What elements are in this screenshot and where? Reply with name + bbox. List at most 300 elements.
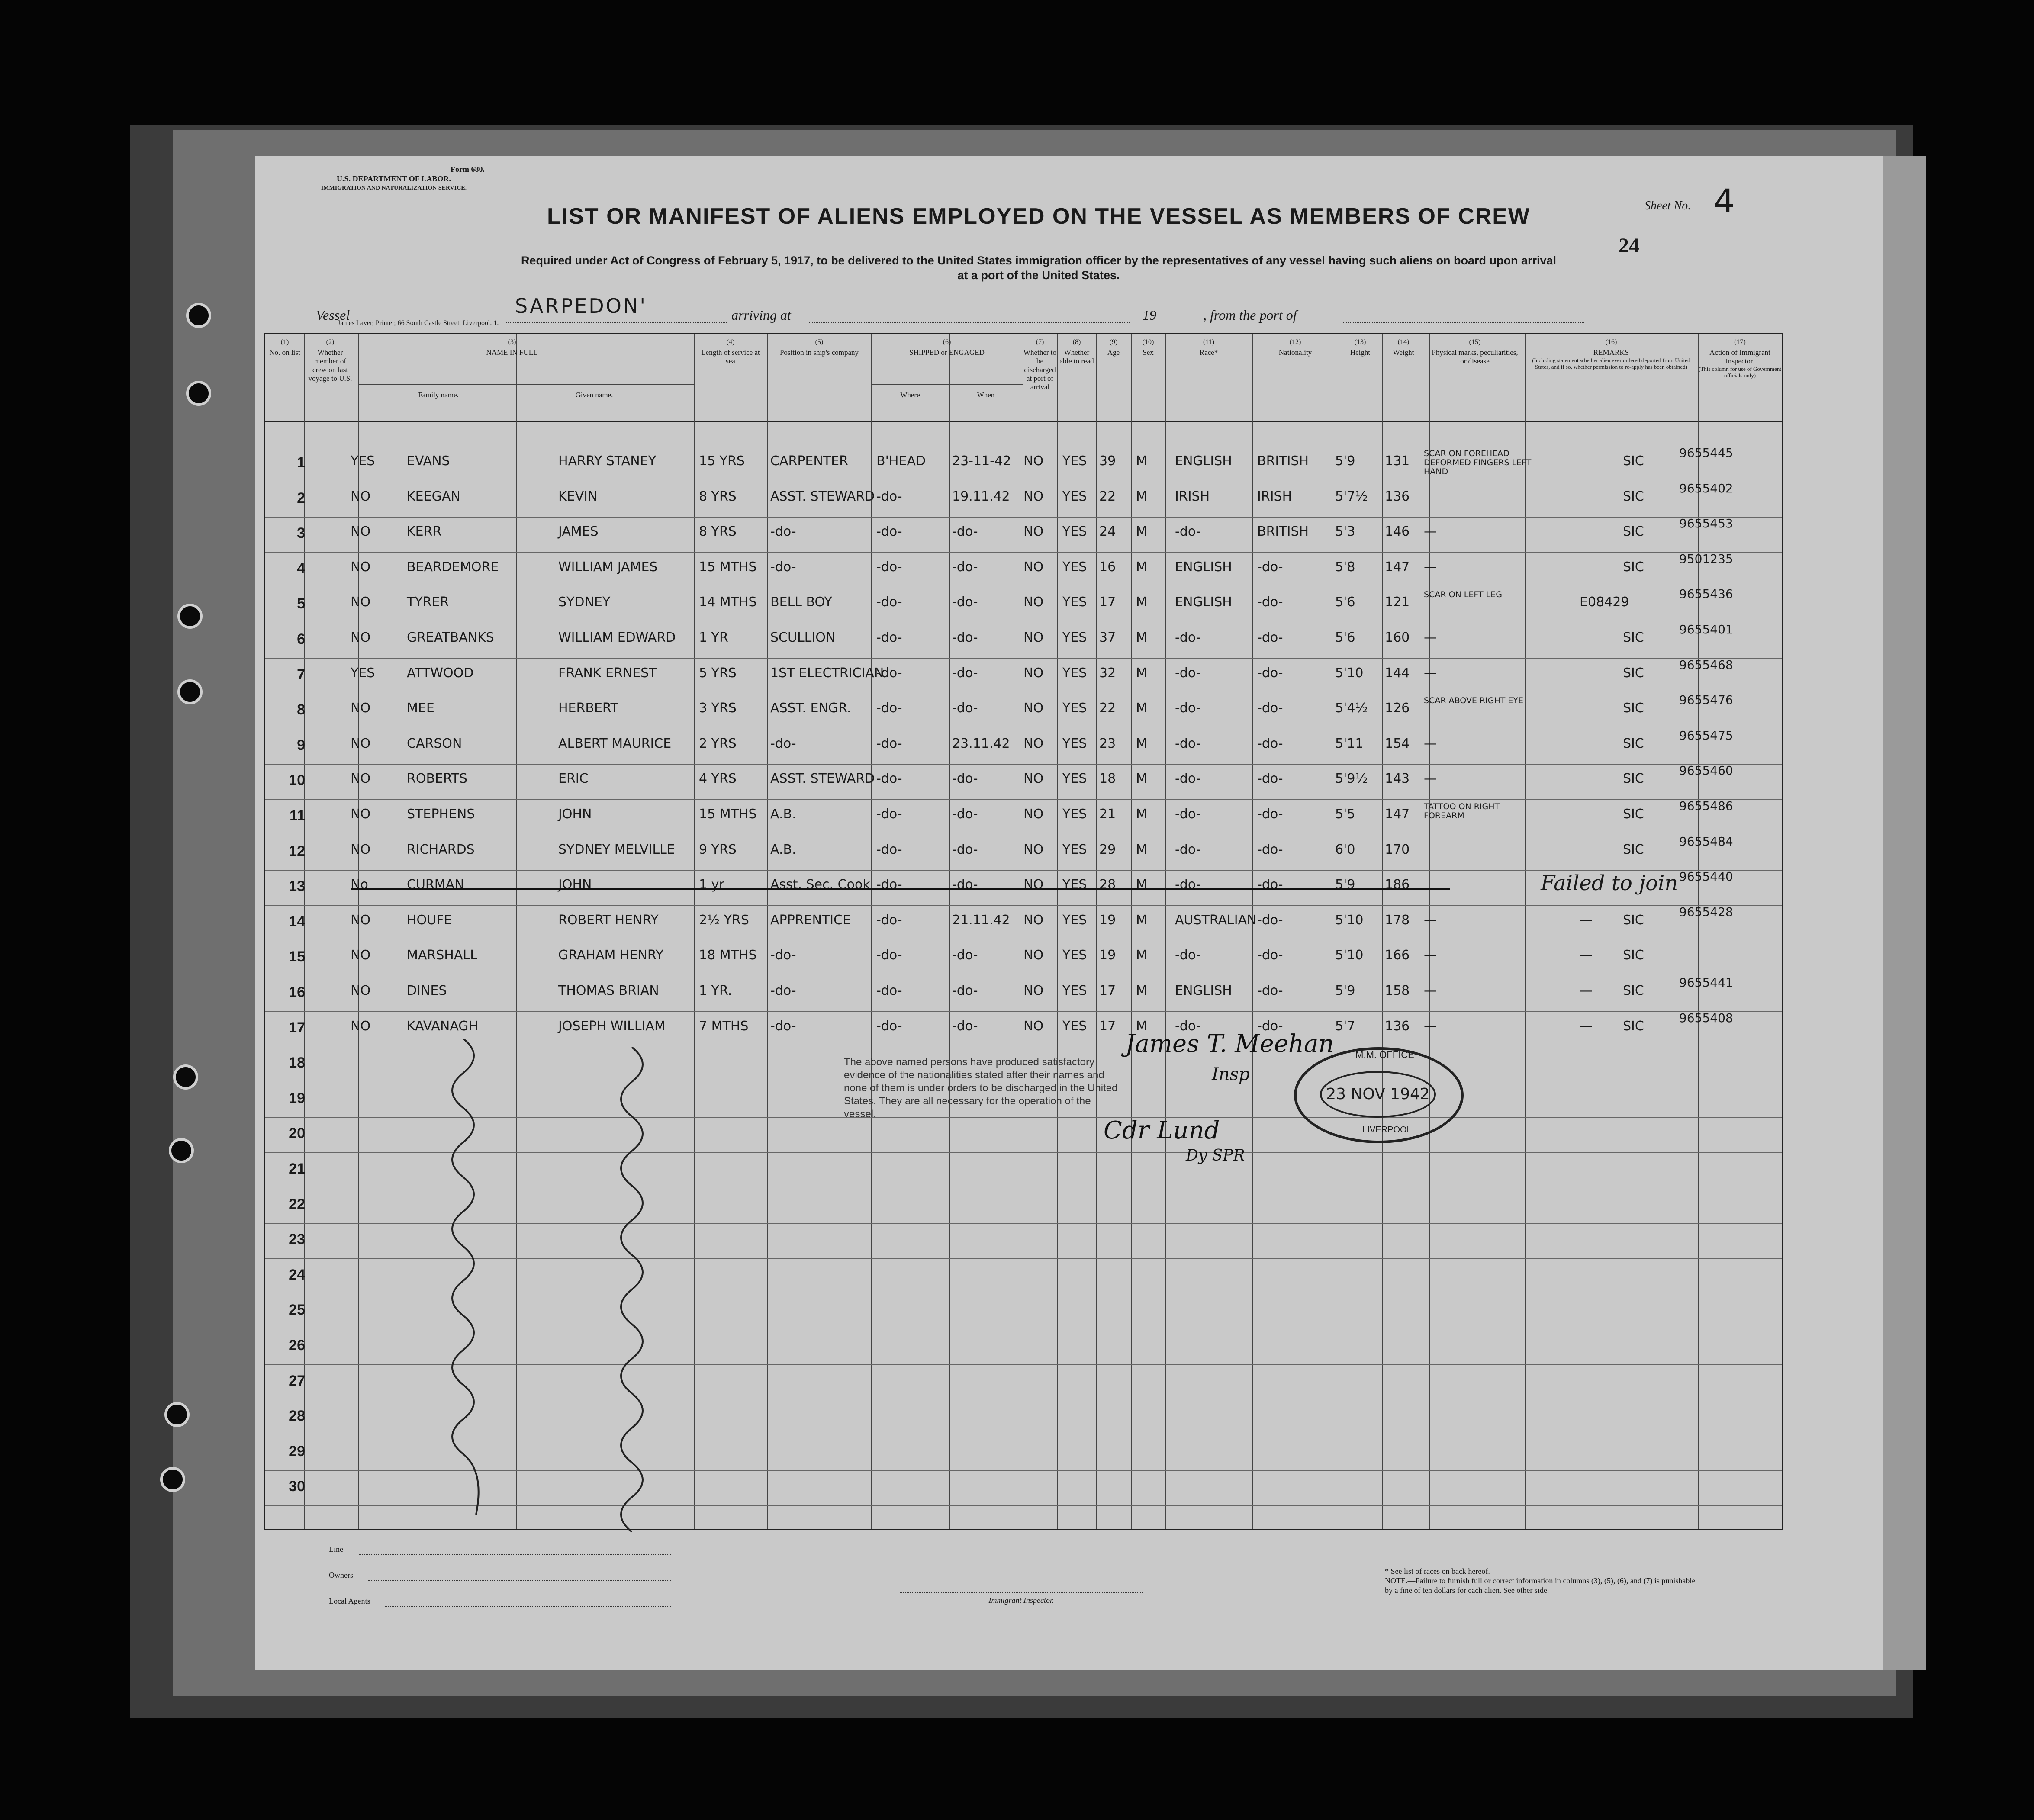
- race-cell: IRISH: [1175, 489, 1210, 504]
- age-cell: 18: [1099, 771, 1116, 787]
- nationality-cell: BRITISH: [1257, 524, 1309, 540]
- discharged-cell: NO: [1023, 1018, 1044, 1034]
- row-number: 21: [289, 1161, 305, 1177]
- shipped-where-cell: -do-: [876, 983, 902, 998]
- service-length-cell: 3 YRS: [699, 701, 737, 716]
- given-name-cell: THOMAS BRIAN: [558, 983, 659, 998]
- shipped-when-cell: -do-: [952, 630, 978, 645]
- shipped-where-cell: -do-: [876, 842, 902, 857]
- service-length-cell: 8 YRS: [699, 524, 737, 540]
- weight-cell: 136: [1385, 1018, 1410, 1034]
- age-cell: 28: [1099, 877, 1116, 893]
- service-length-cell: 15 MTHS: [699, 807, 757, 822]
- sex-cell: M: [1136, 842, 1147, 857]
- shipped-where-cell: -do-: [876, 630, 902, 645]
- nationality-cell: -do-: [1257, 736, 1283, 751]
- shipped-when-cell: -do-: [952, 524, 978, 540]
- given-name-cell: JOHN: [558, 877, 592, 893]
- sex-cell: M: [1136, 1018, 1147, 1034]
- discharged-cell: NO: [1023, 630, 1044, 645]
- age-cell: 19: [1099, 912, 1116, 928]
- able-read-cell: YES: [1062, 1018, 1087, 1034]
- family-name-cell: ATTWOOD: [407, 665, 474, 681]
- subheader-divider: [358, 384, 694, 385]
- given-name-cell: HERBERT: [558, 701, 618, 716]
- discharged-cell: NO: [1023, 701, 1044, 716]
- row-rule: [265, 552, 1782, 553]
- weight-cell: 158: [1385, 983, 1410, 998]
- weight-cell: 147: [1385, 807, 1410, 822]
- race-cell: -do-: [1175, 630, 1201, 645]
- shipped-when-cell: -do-: [952, 1018, 978, 1034]
- race-cell: ENGLISH: [1175, 453, 1232, 469]
- header-no-on-list: (1) No. on list: [269, 338, 300, 357]
- discharged-cell: NO: [1023, 912, 1044, 928]
- able-read-cell: YES: [1062, 489, 1087, 504]
- physical-marks-cell: —: [1424, 665, 1437, 681]
- row-number: 12: [289, 842, 305, 859]
- last-voyage-cell: NO: [351, 1018, 371, 1034]
- family-name-cell: DINES: [407, 983, 447, 998]
- row-rule: [265, 764, 1782, 765]
- column-divider: [1525, 334, 1526, 1529]
- height-cell: 6'0: [1335, 842, 1355, 857]
- remarks-cell: —: [1580, 912, 1593, 928]
- arriving-underline: [809, 322, 1130, 323]
- last-voyage-cell: NO: [351, 912, 371, 928]
- age-cell: 17: [1099, 595, 1116, 610]
- service-length-cell: 18 MTHS: [699, 948, 757, 963]
- position-cell: 1ST ELECTRICIAN: [770, 665, 884, 681]
- master-signature: Cdr Lund: [1104, 1116, 1220, 1145]
- action-number-cell: 9655440: [1679, 869, 1733, 884]
- inspector-signature: James T. Meehan: [1125, 1030, 1334, 1058]
- race-cell: -do-: [1175, 1018, 1201, 1034]
- position-cell: Asst. Sec. Cook: [770, 877, 870, 893]
- subtitle: [454, 253, 1623, 283]
- weight-cell: 160: [1385, 630, 1410, 645]
- position-cell: BELL BOY: [770, 595, 832, 610]
- given-name-cell: WILLIAM EDWARD: [558, 630, 676, 645]
- subtitle-line-2: at a port of the United States.: [957, 269, 1120, 282]
- service-length-cell: 14 MTHS: [699, 595, 757, 610]
- row-number: 1: [297, 454, 305, 471]
- physical-marks-cell: —: [1424, 630, 1437, 645]
- last-voyage-cell: NO: [351, 736, 371, 751]
- race-cell: ENGLISH: [1175, 595, 1232, 610]
- height-cell: 5'9: [1335, 983, 1355, 998]
- race-cell: -do-: [1175, 701, 1201, 716]
- last-voyage-cell: NO: [351, 595, 371, 610]
- race-cell: -do-: [1175, 665, 1201, 681]
- last-voyage-cell: NO: [351, 983, 371, 998]
- given-name-cell: FRANK ERNEST: [558, 665, 657, 681]
- position-cell: APPRENTICE: [770, 912, 851, 928]
- able-read-cell: YES: [1062, 948, 1087, 963]
- sex-cell: M: [1136, 595, 1147, 610]
- height-cell: 5'7: [1335, 1018, 1355, 1034]
- weight-cell: 136: [1385, 489, 1410, 504]
- family-name-cell: EVANS: [407, 453, 450, 469]
- able-read-cell: YES: [1062, 630, 1087, 645]
- weight-cell: 144: [1385, 665, 1410, 681]
- nationality-cell: -do-: [1257, 983, 1283, 998]
- discharged-cell: NO: [1023, 665, 1044, 681]
- family-name-cell: STEPHENS: [407, 807, 475, 822]
- punch-hole: [164, 1402, 190, 1427]
- nationality-cell: -do-: [1257, 559, 1283, 575]
- header-where: Where: [900, 391, 920, 399]
- row-number: 19: [289, 1090, 305, 1106]
- punch-hole: [169, 1138, 194, 1163]
- header-nationality: (12) Nationality: [1278, 338, 1312, 357]
- nationality-statement: The above named persons have produced satisfactory evidence of the nationalities stated after their names and none of them is under orders to be discharged in the United States. They are all necessary for the operation of the vessel.: [844, 1056, 1118, 1120]
- sheet-number: 4: [1714, 182, 1735, 220]
- position-cell: A.B.: [770, 842, 796, 857]
- vessel-name: SARPEDON': [515, 294, 647, 318]
- shipped-when-cell: -do-: [952, 948, 978, 963]
- race-cell: ENGLISH: [1175, 559, 1232, 575]
- shipped-where-cell: -do-: [876, 948, 902, 963]
- stamp-city: LIVERPOOL: [1362, 1125, 1412, 1135]
- page-title: LIST OR MANIFEST OF ALIENS EMPLOYED ON THE VESSEL AS MEMBERS OF CREW: [547, 204, 1530, 229]
- age-cell: 37: [1099, 630, 1116, 645]
- sex-cell: M: [1136, 771, 1147, 787]
- discharged-cell: NO: [1023, 524, 1044, 540]
- header-weight: (14) Weight: [1393, 338, 1414, 357]
- sex-cell: M: [1136, 736, 1147, 751]
- physical-marks-cell: —: [1424, 983, 1437, 998]
- able-read-cell: YES: [1062, 842, 1087, 857]
- given-name-cell: HARRY STANEY: [558, 453, 656, 469]
- nationality-cell: -do-: [1257, 948, 1283, 963]
- action-number-cell: 9655402: [1679, 481, 1733, 495]
- sheet-label: Sheet No.: [1645, 199, 1691, 212]
- last-voyage-cell: NO: [351, 807, 371, 822]
- action-cell: SIC: [1623, 983, 1644, 998]
- column-divider: [767, 334, 768, 1529]
- position-cell: CARPENTER: [770, 453, 848, 469]
- last-voyage-cell: NO: [351, 842, 371, 857]
- last-voyage-cell: YES: [351, 665, 375, 681]
- action-number-cell: 9655475: [1679, 728, 1733, 743]
- age-cell: 17: [1099, 1018, 1116, 1034]
- remarks-cell: —: [1580, 1018, 1593, 1034]
- service-length-cell: 4 YRS: [699, 771, 737, 787]
- age-cell: 22: [1099, 489, 1116, 504]
- action-number-cell: 9655408: [1679, 1010, 1733, 1025]
- position-cell: ASST. STEWARD: [770, 489, 875, 504]
- row-number: 26: [289, 1337, 305, 1354]
- discharged-cell: NO: [1023, 453, 1044, 469]
- physical-marks-cell: SCAR ON FOREHEAD DEFORMED FINGERS LEFT HAND: [1424, 449, 1532, 476]
- row-number: 15: [289, 949, 305, 965]
- able-read-cell: YES: [1062, 771, 1087, 787]
- physical-marks-cell: —: [1424, 1018, 1437, 1034]
- void-squiggle-given: [606, 1047, 666, 1545]
- age-cell: 17: [1099, 983, 1116, 998]
- able-read-cell: YES: [1062, 665, 1087, 681]
- action-number-cell: 9655436: [1679, 587, 1733, 601]
- header-last-voyage: (2) Whether member of crew on last voyage to U.S.: [308, 338, 352, 383]
- subheader-divider: [871, 384, 1023, 385]
- given-name-cell: JOSEPH WILLIAM: [558, 1018, 666, 1034]
- inspector-title: Insp: [1212, 1064, 1250, 1084]
- service-length-cell: 15 YRS: [699, 453, 745, 469]
- action-cell: SIC: [1623, 489, 1644, 504]
- given-name-cell: ALBERT MAURICE: [558, 736, 672, 751]
- remarks-cell: —: [1580, 948, 1593, 963]
- action-number-cell: 9655428: [1679, 904, 1733, 919]
- stamp-date: 23 NOV 1942: [1326, 1085, 1430, 1103]
- action-cell: SIC: [1623, 453, 1644, 469]
- service-length-cell: 1 yr: [699, 877, 724, 893]
- action-number-cell: 9655453: [1679, 516, 1733, 531]
- able-read-cell: YES: [1062, 912, 1087, 928]
- height-cell: 5'6: [1335, 595, 1355, 610]
- discharged-cell: NO: [1023, 983, 1044, 998]
- row-number: 5: [297, 595, 305, 612]
- header-given-name: Given name.: [575, 391, 613, 399]
- row-number: 6: [297, 631, 305, 647]
- service-length-cell: 8 YRS: [699, 489, 737, 504]
- nationality-cell: -do-: [1257, 842, 1283, 857]
- race-cell: -do-: [1175, 948, 1201, 963]
- subtitle-line-1: Required under Act of Congress of February 5, 1917, to be delivered to the United States immigration officer by the representatives of any vessel having such aliens on board upon arrival: [521, 254, 1557, 267]
- position-cell: -do-: [770, 559, 796, 575]
- shipped-when-cell: -do-: [952, 807, 978, 822]
- sex-cell: M: [1136, 948, 1147, 963]
- sex-cell: M: [1136, 807, 1147, 822]
- weight-cell: 178: [1385, 912, 1410, 928]
- stamp-office: M.M. OFFICE: [1355, 1049, 1414, 1060]
- height-cell: 5'3: [1335, 524, 1355, 540]
- physical-marks-cell: SCAR ON LEFT LEG: [1424, 590, 1502, 600]
- height-cell: 5'5: [1335, 807, 1355, 822]
- position-cell: -do-: [770, 983, 796, 998]
- age-cell: 24: [1099, 524, 1116, 540]
- discharged-cell: NO: [1023, 595, 1044, 610]
- shipped-where-cell: -do-: [876, 1018, 902, 1034]
- punch-hole: [186, 381, 211, 406]
- footer-agents-label: Local Agents: [329, 1597, 370, 1605]
- sex-cell: M: [1136, 630, 1147, 645]
- header-name-in-full: (3) NAME IN FULL: [486, 338, 538, 357]
- action-number-cell: 9655486: [1679, 799, 1733, 813]
- shipped-when-cell: 23.11.42: [952, 736, 1010, 751]
- column-divider: [516, 334, 517, 1529]
- immigrant-inspector-label: Immigrant Inspector.: [900, 1592, 1143, 1605]
- physical-marks-cell: —: [1424, 912, 1437, 928]
- from-port-underline: [1342, 322, 1584, 323]
- family-name-cell: KEEGAN: [407, 489, 460, 504]
- row-rule: [265, 799, 1782, 800]
- family-name-cell: ROBERTS: [407, 771, 468, 787]
- header-discharged: (7) Whether to be discharged at port of arrival: [1023, 338, 1056, 391]
- discharged-cell: NO: [1023, 948, 1044, 963]
- height-cell: 5'10: [1335, 665, 1364, 681]
- service-length-cell: 2 YRS: [699, 736, 737, 751]
- height-cell: 5'11: [1335, 736, 1364, 751]
- footer-owners-underline: [368, 1580, 671, 1581]
- remarks-cell: E08429: [1580, 595, 1629, 610]
- column-divider: [358, 334, 359, 1529]
- height-cell: 5'6: [1335, 630, 1355, 645]
- given-name-cell: WILLIAM JAMES: [558, 559, 658, 575]
- column-divider: [1057, 334, 1058, 1529]
- service-length-cell: 9 YRS: [699, 842, 737, 857]
- service-length-cell: 2½ YRS: [699, 912, 749, 928]
- last-voyage-cell: NO: [351, 630, 371, 645]
- row-number: 23: [289, 1231, 305, 1248]
- race-cell: -do-: [1175, 842, 1201, 857]
- service-length-cell: 15 MTHS: [699, 559, 757, 575]
- race-cell: -do-: [1175, 736, 1201, 751]
- row-13-strikethrough: [351, 888, 1450, 890]
- family-name-cell: MEE: [407, 701, 434, 716]
- family-name-cell: HOUFE: [407, 912, 452, 928]
- row-number: 29: [289, 1443, 305, 1460]
- column-divider: [1131, 334, 1132, 1529]
- header-action-inspector: (17) Action of Immigrant Inspector. (This column for use of Government officials only): [1699, 338, 1781, 379]
- sex-cell: M: [1136, 701, 1147, 716]
- row-number: 2: [297, 489, 305, 506]
- column-divider: [1096, 334, 1097, 1529]
- weight-cell: 131: [1385, 453, 1410, 469]
- header-divider: [265, 421, 1782, 422]
- row-number: 18: [289, 1055, 305, 1071]
- family-name-cell: KAVANAGH: [407, 1018, 479, 1034]
- punch-hole: [186, 303, 211, 328]
- action-number-cell: 9655441: [1679, 975, 1733, 990]
- race-cell: -do-: [1175, 877, 1201, 893]
- vessel-label: Vessel: [316, 307, 350, 323]
- column-divider: [1429, 334, 1430, 1529]
- punch-hole: [160, 1467, 185, 1492]
- sex-cell: M: [1136, 983, 1147, 998]
- header-remarks: (16) REMARKS (Including statement whether alien ever ordered deported from United States, and if so, whether permission to re-apply has been obtained): [1532, 338, 1690, 370]
- height-cell: 5'9: [1335, 877, 1355, 893]
- shipped-where-cell: -do-: [876, 807, 902, 822]
- position-cell: SCULLION: [770, 630, 836, 645]
- shipped-when-cell: -do-: [952, 665, 978, 681]
- nationality-cell: -do-: [1257, 1018, 1283, 1034]
- given-name-cell: JAMES: [558, 524, 599, 540]
- sex-cell: M: [1136, 877, 1147, 893]
- page-number: 24: [1619, 234, 1639, 257]
- nationality-cell: -do-: [1257, 912, 1283, 928]
- remarks-cell: Failed to join: [1541, 871, 1678, 896]
- row-rule: [265, 658, 1782, 659]
- position-cell: -do-: [770, 948, 796, 963]
- race-cell: -do-: [1175, 807, 1201, 822]
- action-cell: SIC: [1623, 524, 1644, 540]
- last-voyage-cell: NO: [351, 489, 371, 504]
- family-name-cell: RICHARDS: [407, 842, 475, 857]
- position-cell: -do-: [770, 1018, 796, 1034]
- column-divider: [871, 334, 872, 1529]
- race-cell: -do-: [1175, 524, 1201, 540]
- shipped-where-cell: -do-: [876, 489, 902, 504]
- row-number: 27: [289, 1372, 305, 1389]
- header-age: (9) Age: [1107, 338, 1120, 357]
- sex-cell: M: [1136, 912, 1147, 928]
- physical-marks-cell: —: [1424, 559, 1437, 575]
- position-cell: ASST. STEWARD: [770, 771, 875, 787]
- family-name-cell: GREATBANKS: [407, 630, 494, 645]
- able-read-cell: YES: [1062, 736, 1087, 751]
- discharged-cell: NO: [1023, 489, 1044, 504]
- sex-cell: M: [1136, 665, 1147, 681]
- last-voyage-cell: No: [351, 877, 368, 893]
- weight-cell: 154: [1385, 736, 1410, 751]
- given-name-cell: KEVIN: [558, 489, 598, 504]
- master-title: Dy SPR: [1186, 1147, 1245, 1164]
- row-rule: [265, 870, 1782, 871]
- row-number: 24: [289, 1266, 305, 1283]
- able-read-cell: YES: [1062, 559, 1087, 575]
- physical-marks-cell: —: [1424, 948, 1437, 963]
- row-rule: [265, 905, 1782, 906]
- service-length-cell: 7 MTHS: [699, 1018, 749, 1034]
- nationality-cell: -do-: [1257, 595, 1283, 610]
- age-cell: 19: [1099, 948, 1116, 963]
- shipped-when-cell: -do-: [952, 771, 978, 787]
- last-voyage-cell: NO: [351, 948, 371, 963]
- action-cell: SIC: [1623, 665, 1644, 681]
- action-cell: SIC: [1623, 559, 1644, 575]
- row-number: 11: [290, 807, 305, 824]
- footer-line-underline: [359, 1554, 671, 1555]
- race-cell: ENGLISH: [1175, 983, 1232, 998]
- punch-hole: [177, 679, 203, 704]
- footer-agents-underline: [385, 1606, 671, 1607]
- shipped-when-cell: 23-11-42: [952, 453, 1011, 469]
- given-name-cell: SYDNEY: [558, 595, 611, 610]
- column-divider: [1252, 334, 1253, 1529]
- shipped-where-cell: -do-: [876, 912, 902, 928]
- shipped-where-cell: -do-: [876, 595, 902, 610]
- action-cell: SIC: [1623, 701, 1644, 716]
- family-name-cell: CURMAN: [407, 877, 464, 893]
- height-cell: 5'8: [1335, 559, 1355, 575]
- header-length-service: (4) Length of service at sea: [701, 338, 760, 365]
- header-position: (5) Position in ship's company: [779, 338, 859, 357]
- weight-cell: 147: [1385, 559, 1410, 575]
- weight-cell: 186: [1385, 877, 1410, 893]
- shipped-where-cell: -do-: [876, 736, 902, 751]
- column-divider: [949, 334, 950, 1529]
- nationality-cell: -do-: [1257, 701, 1283, 716]
- shipped-where-cell: -do-: [876, 559, 902, 575]
- action-cell: SIC: [1623, 912, 1644, 928]
- nationality-cell: -do-: [1257, 665, 1283, 681]
- height-cell: 5'10: [1335, 948, 1364, 963]
- sex-cell: M: [1136, 453, 1147, 469]
- header-family-name: Family name.: [418, 391, 459, 399]
- row-number: 4: [297, 560, 305, 577]
- shipped-when-cell: -do-: [952, 877, 978, 893]
- age-cell: 29: [1099, 842, 1116, 857]
- discharged-cell: NO: [1023, 771, 1044, 787]
- given-name-cell: ERIC: [558, 771, 589, 787]
- row-number: 25: [289, 1302, 305, 1318]
- remarks-cell: —: [1580, 983, 1593, 998]
- discharged-cell: NO: [1023, 877, 1044, 893]
- weight-cell: 166: [1385, 948, 1410, 963]
- sex-cell: M: [1136, 524, 1147, 540]
- physical-marks-cell: SCAR ABOVE RIGHT EYE: [1424, 696, 1524, 706]
